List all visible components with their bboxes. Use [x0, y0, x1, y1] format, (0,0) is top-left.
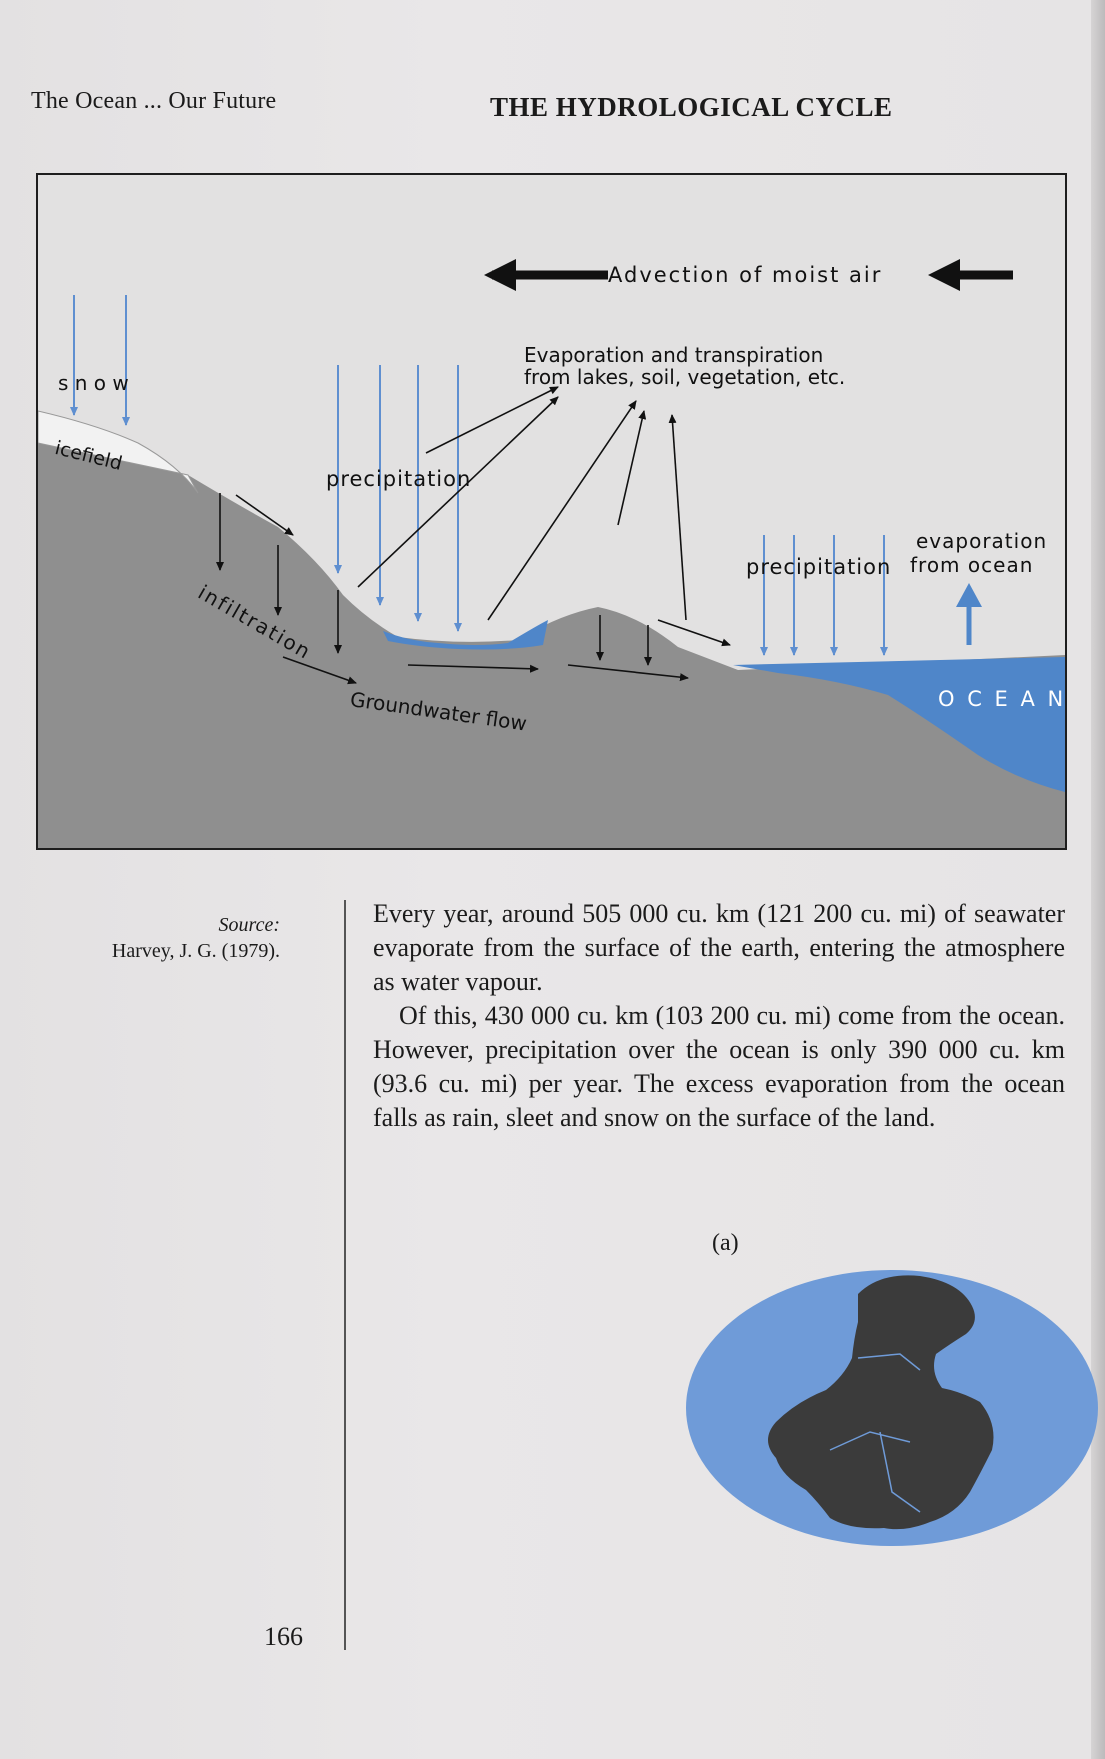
snow-label: s n o w [58, 371, 129, 395]
paragraph-1: Every year, around 505 000 cu. km (121 200 cu. mi) of seawater evaporate from the surface of the earth, entering the atmosphere as water vapour. [373, 899, 1065, 996]
running-head: The Ocean ... Our Future [31, 88, 277, 114]
evaporation-ocean-label-line1: evaporation [916, 529, 1048, 553]
precipitation-ocean-label: precipitation [746, 555, 892, 579]
evaporation-label-line1: Evaporation and transpiration [524, 343, 824, 367]
figure-source [60, 912, 280, 964]
groundwater-flow-label: Groundwater flow [348, 687, 529, 736]
hydrological-cycle-figure [36, 173, 1067, 850]
evaporation-ocean-label-line2: from ocean [910, 553, 1034, 577]
chapter-title: THE HYDROLOGICAL CYCLE [490, 92, 893, 122]
column-divider [344, 900, 346, 1650]
pangaea-globe-figure [680, 1262, 1100, 1557]
source-label: Source: [218, 914, 280, 936]
page-number: 166 [264, 1622, 303, 1651]
source-citation: Harvey, J. G. (1979). [111, 940, 280, 962]
land-mass [38, 443, 1065, 848]
precipitation-land-label: precipitation [326, 467, 472, 491]
infiltration-label: infiltration [194, 580, 317, 665]
advection-label: Advection of moist air [608, 263, 883, 287]
paragraph-2: Of this, 430 000 cu. km (103 200 cu. mi) come from the ocean. However, precipitation over the ocean is only 390 000 cu. km (93.6 cu. mi) per year. The excess evaporation from the ocean falls as rain, sleet and snow on the surface of the land. [373, 1001, 1065, 1132]
body-text [373, 897, 1065, 1135]
pangaea-globe-illustration [680, 1262, 1100, 1552]
advection-arrowhead-left [484, 259, 516, 291]
ocean-label: O C E A N [938, 687, 1067, 711]
icefield-label: icefield [52, 437, 125, 475]
globe-figure-label: (a) [712, 1230, 739, 1256]
advection-arrowhead-right [928, 259, 960, 291]
hydrological-cycle-diagram [38, 175, 1065, 848]
evaporation-label-line2: from lakes, soil, vegetation, etc. [524, 365, 846, 389]
ocean-evaporation-arrowhead [956, 583, 982, 607]
